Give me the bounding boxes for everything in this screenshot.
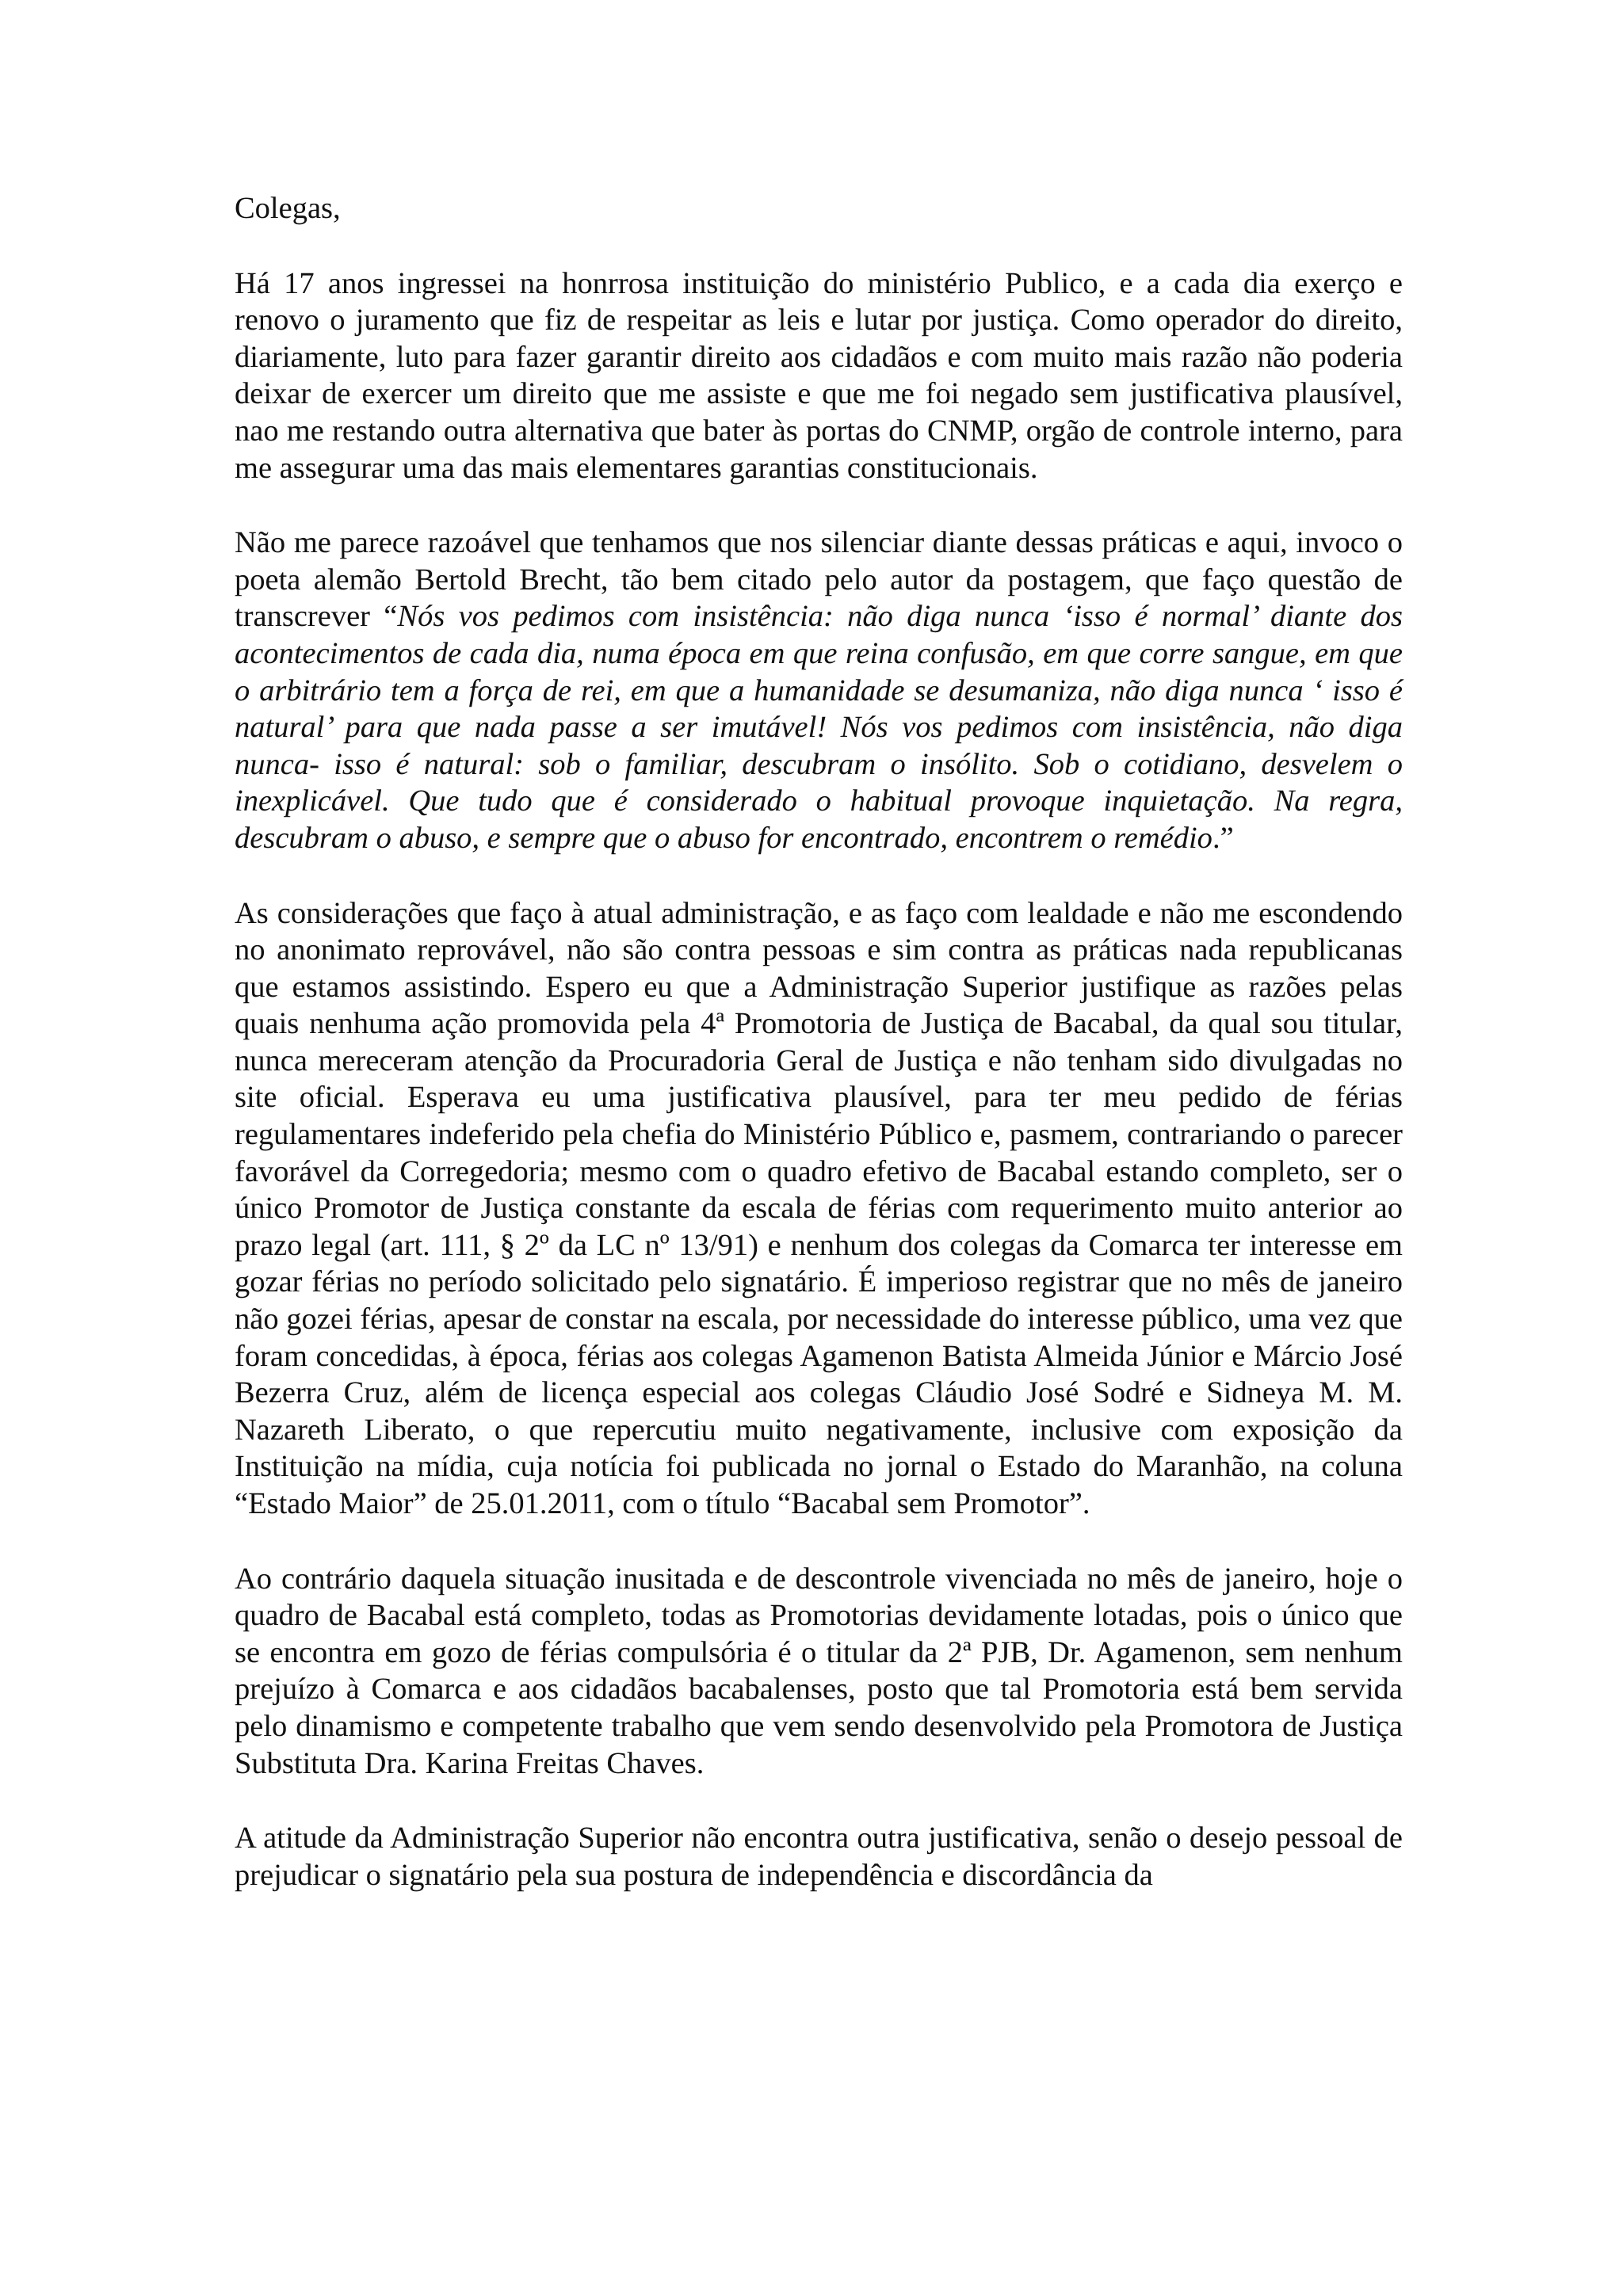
paragraph-4: Ao contrário daquela situação inusitada e de descontrole vivenciada no mês de janeiro, hoje o quadro de Bacabal está completo, todas as Promotorias devidamente lotadas, pois o único que se encontra em gozo de férias compulsória é o titular da 2ª PJB, Dr. Agamenon, sem nenhum prejuízo à Comarca e aos cidadãos bacabalenses, posto que tal Promotoria está bem servida pelo dinamismo e competente trabalho que vem sendo desenvolvido pela Promotora de Justiça Substituta Dra. Karina Freitas Chaves. [235,1562,1403,1780]
paragraph-2-intro: Não me parece razoável que tenhamos que nos silenciar diante dessas práticas e aqui, invoco o poeta alemão Bertold Brecht, tão bem citado pelo autor da postagem, que faço questão de transcrever “ [235,526,1403,634]
paragraph-1: Há 17 anos ingressei na honrrosa instituição do ministério Publico, e a cada dia exerço e renovo o juramento que fiz de respeitar as leis e lutar por justiça. Como operador do direito, diariamente, luto para fazer garantir direito aos cidadãos e com muito mais razão não poderia deixar de exercer um direito que me assiste e que me foi negado sem justificativa plausível, nao me restando outra alternativa que bater às portas do CNMP, orgão de controle interno, para me assegurar uma das mais elementares garantias constitucionais. [235,266,1403,485]
paragraph-3: As considerações que faço à atual administração, e as faço com lealdade e não me escondendo no anonimato reprovável, não são contra pessoas e sim contra as práticas nada republicanas que estamos assistindo. Espero eu que a Administração Superior justifique as razões pelas quais nenhuma ação promovida pela 4ª Promotoria de Justiça de Bacabal, da qual sou titular, nunca mereceram atenção da Procuradoria Geral de Justiça e não tenham sido divulgadas no site oficial. Esperava eu uma justificativa plausível, para ter meu pedido de férias regulamentares indeferido pela chefia do Ministério Público e, pasmem, contrariando o parecer favorável da Corregedoria; mesmo com o quadro efetivo de Bacabal estando completo, ser o único Promotor de Justiça constante da escala de férias com requerimento muito anterior ao prazo legal (art. 111, § 2º da LC nº 13/91) e nenhum dos colegas da Comarca ter interesse em gozar férias no período solicitado pelo signatário. É imperioso registrar que no mês de janeiro não gozei férias, apesar de constar na escala, por necessidade do interesse público, uma vez que foram concedidas, à época, férias aos colegas Agamenon Batista Almeida Júnior e Márcio José Bezerra Cruz, além de licença especial aos colegas Cláudio José Sodré e Sidneya M. M. Nazareth Liberato, o que repercutiu muito negativamente, inclusive com exposição da Instituição na mídia, cuja notícia foi publicada no jornal o Estado do Maranhão, na coluna “Estado Maior” de 25.01.2011, com o título “Bacabal sem Promotor”. [235,896,1403,1520]
salutation: Colegas, [235,192,341,225]
paragraph-2 [235,524,1403,856]
paragraph-5: A atitude da Administração Superior não encontra outra justificativa, senão o desejo pessoal de prejudicar o signatário pela sua postura de independência e discordância da [235,1821,1403,1892]
paragraph-2-end: .” [1212,821,1234,855]
brecht-quote: Nós vos pedimos com insistência: não diga nunca ‘isso é normal’ diante dos acontecimentos de cada dia, numa época em que reina confusão, em que corre sangue, em que o arbitrário tem a força de rei, em que a humanidade se desumaniza, não diga nunca ‘ isso é natural’ para que nada passe a ser imutável! Nós vos pedimos com insistência, não diga nunca- isso é natural: sob o familiar, descubram o insólito. Sob o cotidiano, desvelem o inexplicável. Que tudo que é considerado o habitual provoque inquietação. Na regra, descubram o abuso, e sempre que o abuso for encontrado, encontrem o remédio [235,600,1403,855]
letter-page [235,190,1403,1894]
